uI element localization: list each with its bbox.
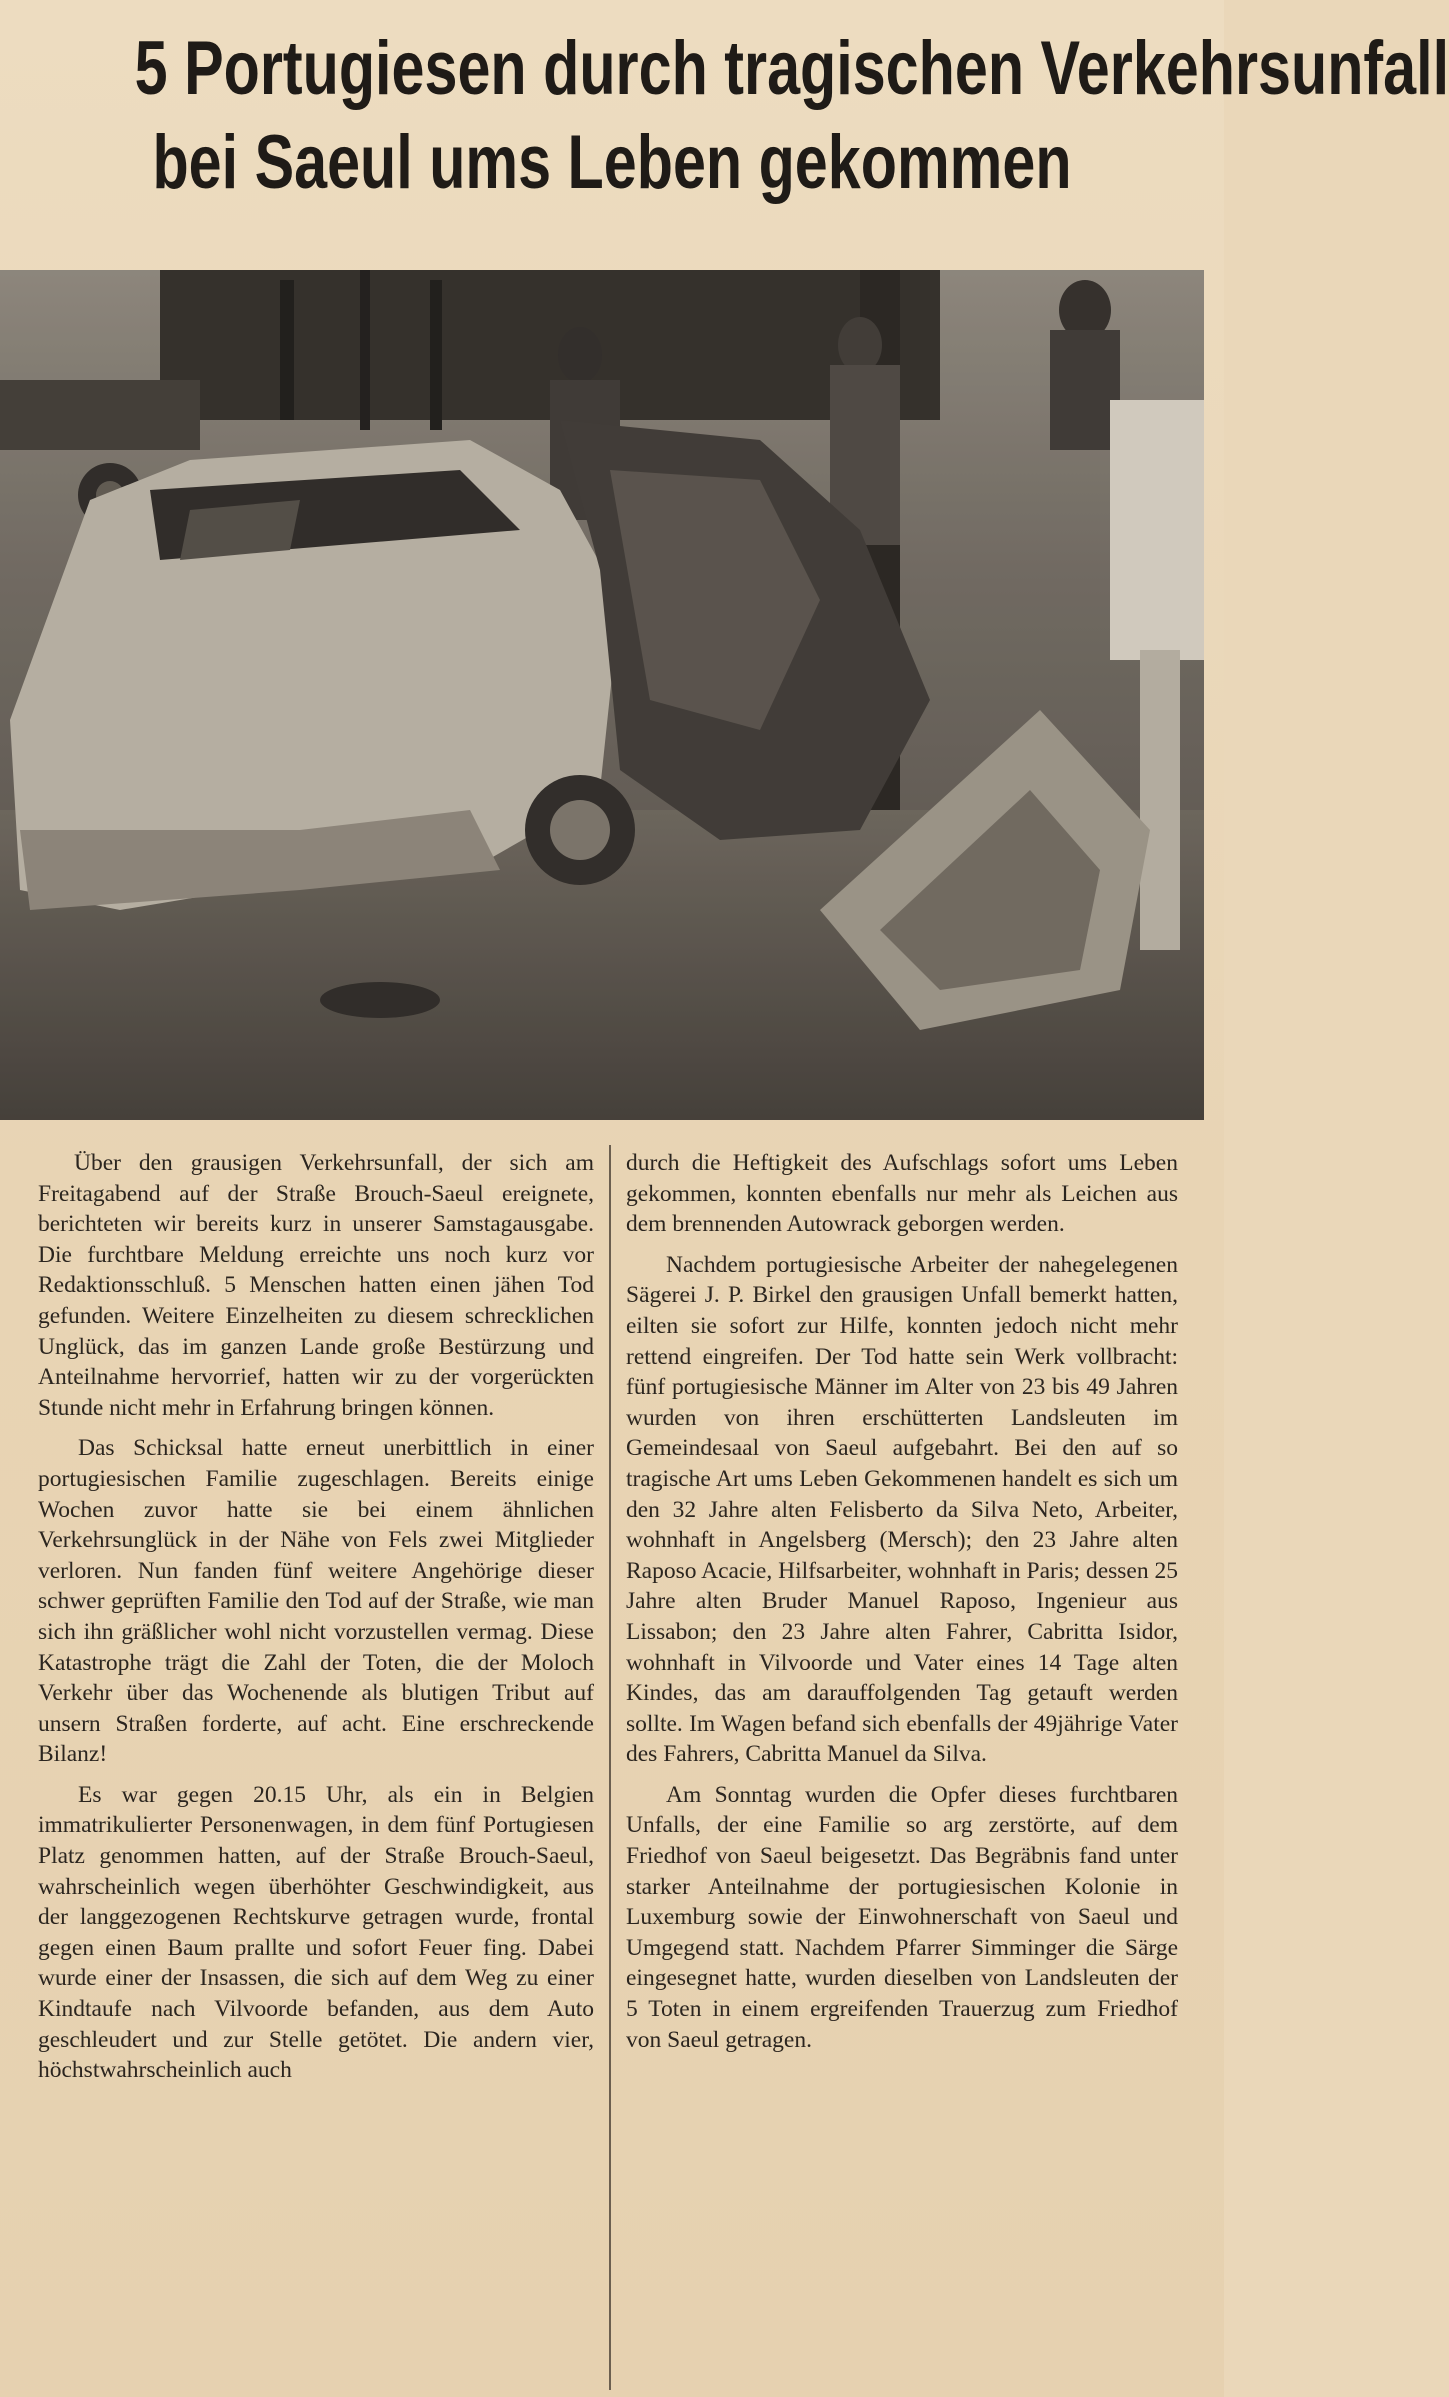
headline-line-1: 5 Portugiesen durch tragischen Verkehrsunfall [134,26,1449,111]
paragraph: Es war gegen 20.15 Uhr, als ein in Belgien immatrikulierter Personenwagen, in dem fünf Portugiesen Platz genommen hatten, auf der Straße Brouch-Saeul, wahrscheinlich wegen überhöhter Geschwindigkeit, aus der langgezogenen Rechtskurve getragen wurde, frontal gegen einen Baum prallte und sofort Feuer fing. Dabei wurde einer der Insassen, die sich auf dem Weg zu einer Kindtaufe nach Vilvoorde befanden, aus dem Auto geschleudert und zur Stelle getötet. Die andern vier, höchstwahrscheinlich auch [38,1781,594,2084]
article-column-left [38,1148,594,2096]
accident-photo [0,270,1204,1120]
paragraph: Über den grausigen Verkehrsunfall, der sich am Freitagabend auf der Straße Brouch-Saeul ereignete, berichteten wir bereits kurz in unserer Samstagausgabe. Die furchtbare Meldung erreichte uns noch kurz vor Redaktionsschluß. 5 Menschen hatten einen jähen Tod gefunden. Weitere Einzelheiten zu diesem schrecklichen Unglück, das im ganzen Lande große Bestürzung und Anteilnahme hervorrief, hatten wir zu der vorgerückten Stunde nicht mehr in Erfahrung bringen können. [38,1150,594,1421]
headline [134,22,1449,210]
photo-icon [0,270,1204,1120]
paragraph: Am Sonntag wurden die Opfer dieses furchtbaren Unfalls, der eine Familie so arg zerstörte, auf dem Friedhof von Saeul beigesetzt. Das Begräbnis fand unter starker Anteilnahme der portugiesischen Kolonie in Luxemburg sowie der Einwohnerschaft von Saeul und Umgegend statt. Nachdem Pfarrer Simminger die Särge eingesegnet hatte, wurden dieselben von Landsleuten der 5 Toten in einem ergreifenden Trauerzug zum Friedhof von Saeul getragen. [626,1781,1178,2053]
paragraph: Nachdem portugiesische Arbeiter der nahegelegenen Sägerei J. P. Birkel den grausigen Unfall bemerkt hatten, eilten sie sofort zur Hilfe, konnten jedoch nicht mehr rettend eingreifen. Der Tod hatte sein Werk vollbracht: fünf portugiesische Männer im Alter von 23 bis 49 Jahren wurden von ihren erschütterten Landsleuten im Gemeindesaal von Saeul aufgebahrt. Bei den auf so tragische Art ums Leben Gekommenen handelt es sich um den 32 Jahre alten Felisberto da Silva Neto, Arbeiter, wohnhaft in Angelsberg (Mersch); den 23 Jahre alten Raposo Acacie, Hilfsarbeiter, wohnhaft in Paris; dessen 25 Jahre alten Bruder Manuel Raposo, Ingenieur aus Lissabon; den 23 Jahre alten Fahrer, Cabritta Isidor, wohnhaft in Vilvoorde und Vater eines 14 Tage alten Kindes, das am darauffolgenden Tag getauft werden sollte. Im Wagen befand sich ebenfalls der 49jährige Vater des Fahrers, Cabritta Manuel da Silva. [626,1251,1178,1768]
paragraph: durch die Heftigkeit des Aufschlags sofort ums Leben gekommen, konnten ebenfalls nur mehr als Leichen aus dem brennenden Autowrack geborgen werden. [626,1150,1178,1238]
column-divider [609,1145,611,2390]
article-column-right [626,1148,1178,2065]
headline-line-2: bei Saeul ums Leben gekommen [152,120,1072,205]
paragraph: Das Schicksal hatte erneut unerbittlich in einer portugiesischen Familie zugeschlagen. Bereits einige Wochen zuvor hatte sie bei einem ähnlichen Verkehrsunglück in der Nähe von Fels zwei Mitglieder verloren. Nun fanden fünf weitere Angehörige dieser schwer geprüften Familie den Tod auf der Straße, wie man sich ihn gräßlicher wohl nicht vorzustellen vermag. Diese Katastrophe trägt die Zahl der Toten, die der Moloch Verkehr über das Wochenende als blutigen Tribut auf unsern Straßen forderte, auf acht. Eine erschreckende Bilanz! [38,1435,594,1768]
